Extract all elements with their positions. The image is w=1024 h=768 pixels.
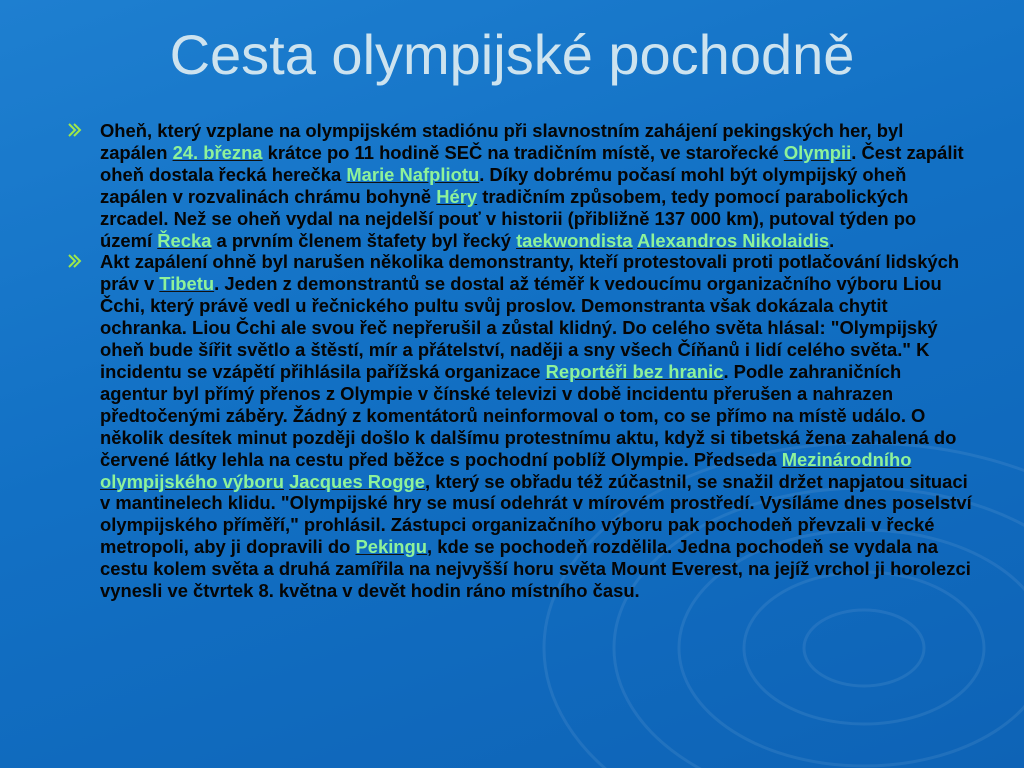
hyperlink[interactable]: Marie Nafpliotu xyxy=(346,163,480,185)
slide-body xyxy=(62,120,972,602)
hyperlink[interactable]: Reportéři bez hranic xyxy=(545,360,724,382)
chevron-right-icon xyxy=(66,253,82,269)
hyperlink[interactable]: 24. března xyxy=(172,141,263,163)
paragraph-text: . xyxy=(829,229,835,251)
paragraph-text: . Díky dobrému počasí mohl být olympijský oheň zapálen v rozvalinách chrámu bohyně xyxy=(100,163,907,207)
paragraph-text: a prvním členem štafety byl řecký xyxy=(211,229,517,251)
paragraph-text: . Podle zahraničních agentur byl přímý přenos z Olympie v čínské televizi v době incidentu přerušen a nahrazen předtočenými záběry. Žádný z komentátorů neinformoval o tom, co se přímo na místě událo. O několik desítek minut později došlo k dalšímu protestnímu aktu, když si tibetská žena zahalená do červené látky lehla na cestu před běžce s pochodní poblíž Olympie. Předseda xyxy=(100,360,957,470)
hyperlink[interactable]: Héry xyxy=(436,185,478,207)
hyperlink[interactable]: Tibetu xyxy=(159,273,215,295)
chevron-right-icon xyxy=(66,122,82,138)
hyperlink[interactable]: Alexandros Nikolaidis xyxy=(637,229,830,251)
paragraph-text: . Jeden z demonstrantů se dostal až téměř k vedoucímu organizačního výboru Liou Čchi, který právě vedl u řečnického pultu svůj proslov. Demonstranta však dokázala chytit ochranka. Liou Čchi ale svou řeč nepřerušil a zůstal klidný. Do celého světa hlásal: "Olympijský oheň bude šířit světlo a štěstí, mír a přátelství, naději a sny všech Číňanů i lidí celého světa." K incidentu se vzápětí přihlásila pařížská organizace xyxy=(100,273,942,382)
slide-title: Cesta olympijské pochodně xyxy=(169,23,855,86)
bullet-paragraph xyxy=(62,120,972,251)
hyperlink[interactable]: Řecka xyxy=(157,229,212,251)
paragraph-text: tradičním způsobem, tedy pomocí parabolických zrcadel. Než se oheň vydal na nejdelší pouť v historii (přibližně 137 000 km), putoval týden po území xyxy=(100,185,917,251)
paragraph-text: Oheň, který vzplane na olympijském stadiónu při slavnostním zahájení pekingských her, byl zapálen xyxy=(100,120,904,163)
paragraph-text: . Čest zapálit oheň dostala řecká herečka xyxy=(100,141,964,185)
paragraph-text: , který se obřadu též zúčastnil, se snažil držet napjatou situaci v mantinelech klidu. "Olympijské hry se musí odehrát v mírovém prostředí. Vysíláme dnes poselství olympijského příměří," prohlásil. Zástupci organizačního výboru pak pochodeň převzali v řecké metropoli, aby ji dopravili do xyxy=(100,470,972,558)
hyperlink[interactable]: taekwondista xyxy=(516,229,633,251)
paragraph-text: Akt zapálení ohně byl narušen několika demonstranty, kteří protestovali proti potlačování lidských práv v xyxy=(100,251,960,295)
bullet-paragraph xyxy=(62,251,972,602)
paragraph-text: krátce po 11 hodině SEČ na tradičním místě, ve starořecké xyxy=(262,141,784,163)
hyperlink[interactable]: Mezinárodního olympijského výboru xyxy=(100,448,912,492)
hyperlink[interactable]: Olympii xyxy=(783,141,852,163)
hyperlink[interactable]: Jacques Rogge xyxy=(289,470,426,492)
paragraph-text: , kde se pochodeň rozdělila. Jedna pochodeň se vydala na cestu kolem světa a druhá zamířila na nejvyšší horu světa Mount Everest, na jejíž vrchol ji horolezci vynesli ve čtvrtek 8. května v devět hodin ráno místního času. xyxy=(100,536,971,602)
hyperlink[interactable]: Pekingu xyxy=(355,536,428,558)
